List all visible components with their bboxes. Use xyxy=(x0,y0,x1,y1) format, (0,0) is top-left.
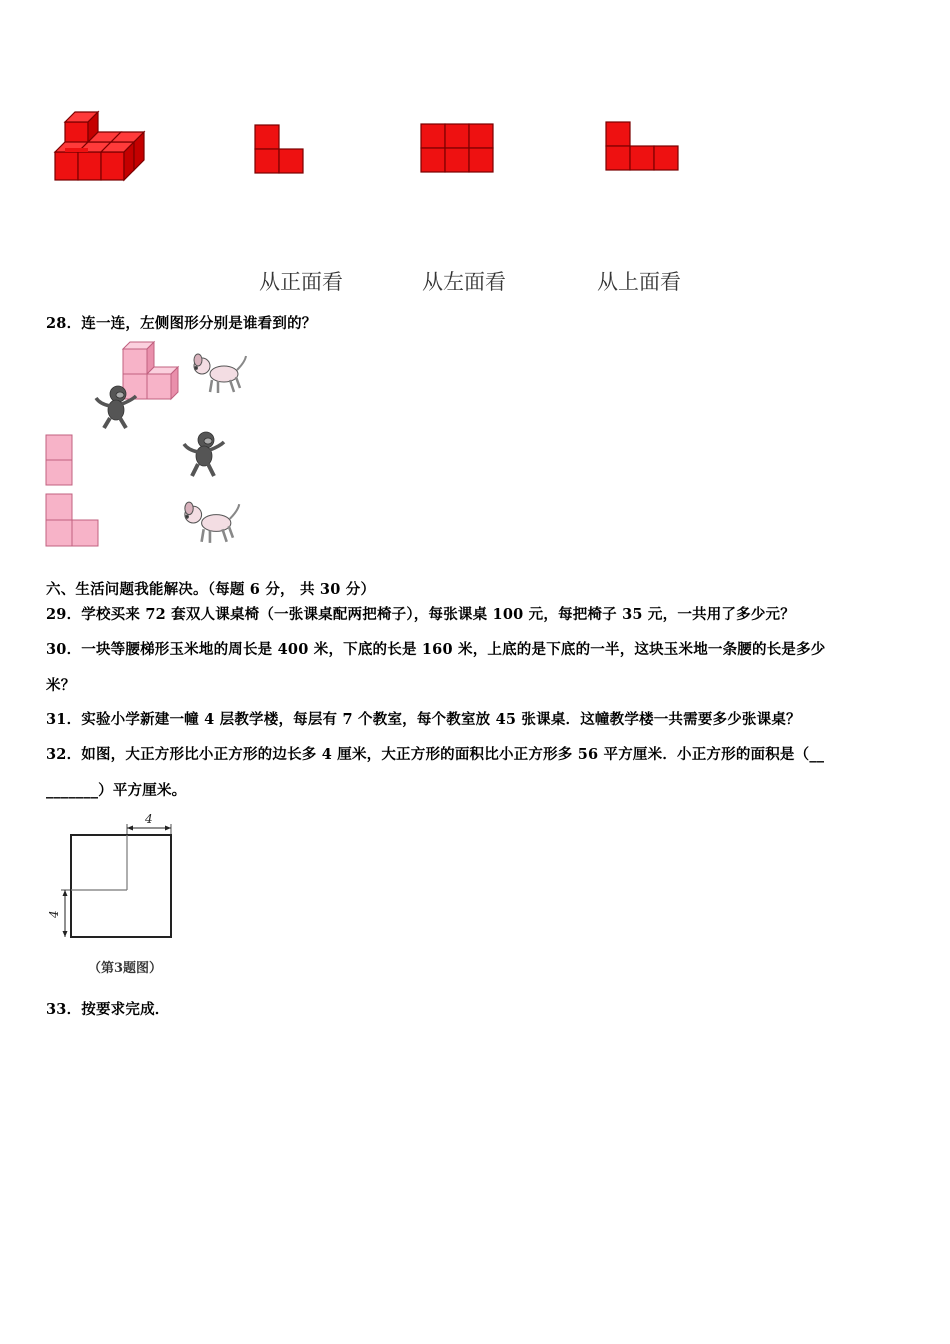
view-label-left: 从左面看 xyxy=(422,270,506,294)
dog-icon xyxy=(190,352,248,396)
question-29: 29．学校买来 72 套双人课桌椅（一张课桌配两把椅子），每张课桌 100 元，每把椅子 35 元，一共用了多少元？ xyxy=(46,606,795,623)
square-diagram xyxy=(44,810,184,942)
monkey-icon xyxy=(92,384,140,430)
dim-top-label: 4 xyxy=(145,812,153,826)
question-31: 31．实验小学新建一幢 4 层教学楼，每层有 7 个教室，每个教室放 45 张课桌．这幢教学楼一共需要多少张课桌？ xyxy=(46,711,801,728)
question-28: 28．连一连，左侧图形分别是谁看到的？ xyxy=(46,315,317,332)
dog-icon xyxy=(180,500,242,546)
view-label-front: 从正面看 xyxy=(259,270,343,294)
monkey-icon xyxy=(180,430,228,478)
front-view-figure xyxy=(254,124,306,176)
solid-3d-figure xyxy=(50,108,155,186)
view-label-top: 从上面看 xyxy=(597,270,681,294)
dim-left-label: 4 xyxy=(47,910,61,918)
left-view-figure xyxy=(420,123,496,175)
question-30-line1: 30．一块等腰梯形玉米地的周长是 400 米，下底的长是 160 米，上底的是下底的一半，这块玉米地一条腰的长是多少 xyxy=(46,641,826,658)
question-32-line1: 32．如图，大正方形比小正方形的边长多 4 厘米，大正方形的面积比小正方形多 56 平方厘米．小正方形的面积是（__ xyxy=(46,746,825,763)
pink-view-l-shape xyxy=(45,493,101,549)
top-view-figure xyxy=(605,121,681,173)
question-33: 33．按要求完成． xyxy=(46,1001,170,1018)
question-32-line2: _______）平方厘米。 xyxy=(46,782,187,799)
figure-caption: （第3题图） xyxy=(88,961,163,976)
pink-view-column xyxy=(45,434,75,488)
question-30-line2: 米？ xyxy=(46,677,76,694)
section-6-heading: 六、生活问题我能解决。（每题 6 分， 共 30 分） xyxy=(46,581,376,598)
